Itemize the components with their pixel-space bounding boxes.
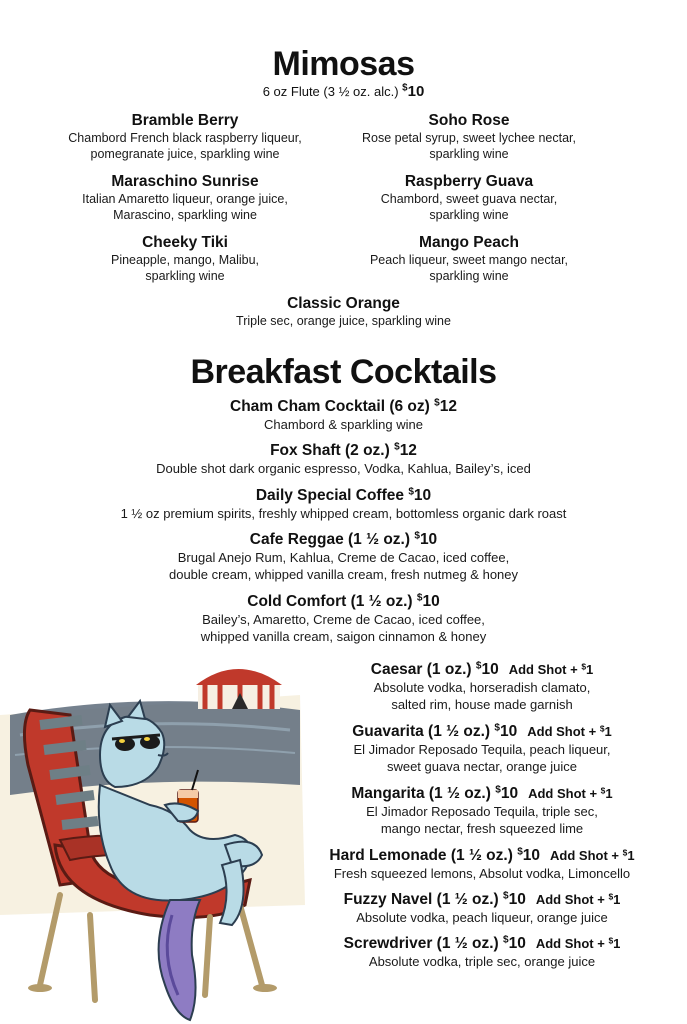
breakfast-item: Daily Special Coffee $10 1 ½ oz premium spirits, freshly whipped cream, bottomless organic dark roast: [120, 486, 567, 521]
mimosa-item: Maraschino Sunrise Italian Amaretto liqueur, orange juice, Marascino, sparkling wine: [82, 173, 288, 222]
breakfast-item: Cold Comfort (1 ½ oz.) $10 Bailey’s, Amaretto, Creme de Cacao, iced coffee, whipped vanilla cream, saigon cinnamon & honey: [200, 592, 487, 644]
shot-item: Mangarita (1 ½ oz.) $10 Add Shot + $1 El Jimador Reposado Tequila, triple sec, mango nectar, fresh squeezed lime: [351, 784, 613, 836]
shot-item: Fuzzy Navel (1 ½ oz.) $10 Add Shot + $1 Absolute vodka, peach liqueur, orange juice: [343, 890, 621, 925]
mimosa-item: Soho Rose Rose petal syrup, sweet lychee nectar, sparkling wine: [361, 112, 576, 161]
mimosa-item: Classic Orange Triple sec, orange juice, sparkling wine: [236, 295, 451, 328]
breakfast-item: Cafe Reggae (1 ½ oz.) $10 Brugal Anejo Rum, Kahlua, Creme de Cacao, iced coffee, double cream, whipped vanilla cream, fresh nutmeg & honey: [168, 530, 519, 582]
shot-item: Screwdriver (1 ½ oz.) $10 Add Shot + $1 Absolute vodka, triple sec, orange juice: [343, 934, 621, 969]
breakfast-item: Cham Cham Cocktail (6 oz) $12 Chambord & sparkling wine: [230, 397, 457, 432]
breakfast-title: Breakfast Cocktails: [190, 353, 497, 391]
mimosas-subtitle: 6 oz Flute (3 ½ oz. alc.) $10: [262, 82, 425, 100]
mimosa-item: Cheeky Tiki Pineapple, mango, Malibu, sparkling wine: [110, 234, 259, 283]
mimosas-title: Mimosas: [272, 45, 415, 83]
tent-icon: [196, 669, 282, 709]
shot-item: Hard Lemonade (1 ½ oz.) $10 Add Shot + $1 Fresh squeezed lemons, Absolut vodka, Limoncello: [329, 846, 635, 881]
mimosa-item: Mango Peach Peach liqueur, sweet mango nectar, sparkling wine: [369, 234, 569, 283]
breakfast-item: Fox Shaft (2 oz.) $12 Double shot dark organic espresso, Vodka, Kahlua, Bailey’s, iced: [156, 441, 531, 476]
wolf-beach-chair-illustration: [0, 655, 310, 1024]
mimosa-item: Raspberry Guava Chambord, sweet guava nectar, sparkling wine: [380, 173, 558, 222]
shot-item: Caesar (1 oz.) $10 Add Shot + $1 Absolute vodka, horseradish clamato, salted rim, house made garnish: [370, 660, 594, 712]
shot-item: Guavarita (1 ½ oz.) $10 Add Shot + $1 El Jimador Reposado Tequila, peach liqueur, sweet guava nectar, orange juice: [352, 722, 612, 774]
mimosa-item: Bramble Berry Chambord French black raspberry liqueur, pomegranate juice, sparkling wine: [68, 112, 302, 161]
